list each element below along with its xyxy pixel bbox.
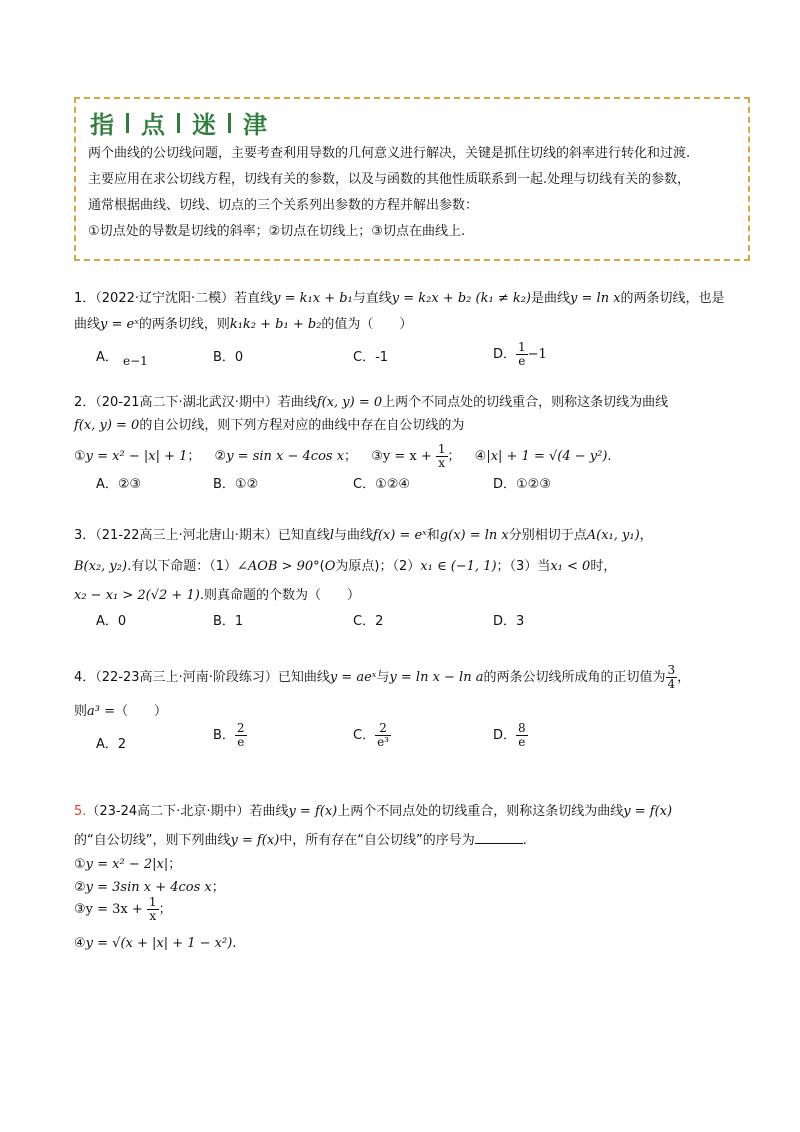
q3-source: （21-22高三上·河北唐山·期末）已知直线 [95,528,330,543]
option-label: A． [96,350,118,365]
separator: . [607,449,612,464]
tips-line: ①切点处的导数是切线的斜率；②切点在切线上；③切点在曲线上. [88,224,466,239]
q3-text: 分别相切于点 [508,528,587,543]
q2-text: 的自公切线，则下列方程对应的曲线中存在自公切线的为 [139,418,465,433]
q4-line1 [74,664,690,691]
item-marker: ③ [371,449,383,464]
fraction [375,722,391,749]
tips-line: 通常根据曲线、切线、切点的三个关系列出参数的方程并解出参数： [88,198,479,213]
q5-source: （23-24高二下·北京·期中）若曲线 [86,804,289,819]
q5-text: . [522,833,527,848]
q3-text: .有以下命题：（1） [127,559,237,574]
q4-line2 [74,700,167,719]
option-d-tail: −1 [527,347,547,362]
q5-number: 5. [74,804,87,819]
numerator: 1 [437,442,446,456]
separator: ； [158,902,172,917]
q1-text: 曲线 [74,317,101,332]
q3-text: ( [319,559,325,574]
q4-text: ， [677,670,691,685]
q1-option-c[interactable]: C．-1 [353,350,389,365]
separator: ； [187,449,201,464]
q5-text: 的“自公切线”，则下列曲线 [74,833,231,848]
q1-text: 的值为（ ） [321,317,413,332]
tips-box [74,97,750,261]
q2-source: （20-21高二下·湖北武汉·期中）若曲线 [95,395,317,410]
q3-text: 和 [426,528,440,543]
item-marker: ④ [474,449,487,464]
q4-option-b[interactable] [213,722,247,749]
q4-option-c[interactable] [353,722,391,749]
denominator: x [438,456,446,470]
q5-curve-eq: y = f(x) [623,804,673,819]
answer-blank[interactable] [475,831,523,844]
q2-line2 [74,414,464,433]
title-separator [126,113,129,133]
q3-prop-2: x₁ ∈ (−1, 1) [420,559,497,574]
q3-point-b: B(x₂, y₂) [74,559,128,574]
q1-number: 1． [74,291,96,306]
q1-option-d[interactable] [493,341,547,368]
q3-point-a: A(x₁, y₁) [586,528,640,543]
q4-option-a[interactable]: A．2 [96,737,127,752]
q2-equations [74,443,612,470]
q3-text: 为原点)；（2） [335,559,421,574]
q2-option-b[interactable]: B．①② [213,477,259,492]
q2-eq-4: |x| + 1 = √(4 − y²) [486,449,608,464]
q1-option-a-value: e−1 [123,354,148,368]
q1-expression: k₁k₂ + b₁ + b₂ [229,317,322,332]
denominator: e [518,735,526,749]
q2-curve-eq: f(x, y) = 0 [74,418,140,433]
q4-text: （ ） [115,704,168,719]
q5-eq-1: y = x² − 2|x| [85,857,169,872]
q5-eq-4: y = √(x + |x| + 1 − x²) [85,936,233,951]
fraction [235,722,247,749]
q4-number: 4． [74,670,96,685]
q3-prop-3: x₁ < 0 [550,559,591,574]
q4-source: （22-23高三上·河南·阶段练习）已知曲线 [95,670,330,685]
item-marker: ① [74,857,86,872]
q4-text: 的两条公切线所成角的正切值为 [483,670,666,685]
option-label: C． [353,728,376,743]
tips-body [88,141,748,245]
item-marker: ③ [74,902,86,917]
q1-source: （2022·辽宁沈阳·二模）若直线 [95,291,274,306]
q4-curve-2: y = ln x − ln a [389,670,484,685]
q2-option-c[interactable]: C．①②④ [353,477,411,492]
q5-text: 中，所有存在“自公切线”的序号为 [279,833,475,848]
q1-line2-eq: y = k₂x + b₂ (k₁ ≠ k₂) [391,291,532,306]
q3-line2 [74,555,616,574]
item-marker: ④ [74,936,86,951]
q2-eq-1: y = x² − |x| + 1 [85,449,188,464]
q3-text: ， [639,528,653,543]
q1-line1-eq: y = k₁x + b₁ [273,291,353,306]
q2-option-d[interactable]: D．①②③ [493,477,551,492]
denominator: e³ [377,735,389,749]
option-label: D． [493,347,517,362]
q4-option-d[interactable] [493,722,528,749]
q3-line1 [74,524,653,543]
q5-curve-eq: y = f(x) [230,833,280,848]
q3-line3 [74,584,360,603]
q3-text: ；（3）当 [496,559,551,574]
fraction [147,896,159,923]
fraction [516,341,528,368]
numerator: 2 [375,722,391,736]
q1-curve-ln: y = ln x [570,291,621,306]
tips-title-char: 迷 [192,111,216,139]
q3-line-l: l [329,528,334,543]
q3-option-b[interactable]: B．1 [213,614,244,629]
numerator: 3 [667,663,676,677]
denominator: 4 [667,677,676,691]
q1-line2 [74,313,412,332]
q5-item-1 [74,853,181,872]
separator: ； [168,857,182,872]
tips-title [90,105,267,140]
item-marker: ① [74,449,86,464]
q3-origin: O [324,559,336,574]
title-separator [177,113,180,133]
q3-number: 3． [74,528,96,543]
q1-text: 是曲线 [531,291,571,306]
q5-curve-eq: y = f(x) [288,804,338,819]
fraction [516,722,528,749]
separator: . [232,936,237,951]
numerator: 2 [236,721,245,735]
q3-option-a[interactable]: A．0 [96,614,127,629]
q3-text: 与曲线 [334,528,374,543]
option-label: D． [493,728,517,743]
q2-option-a[interactable]: A．②③ [96,477,142,492]
numerator: 1 [148,895,157,909]
q5-line2 [74,829,527,848]
q1-option-b[interactable]: B．0 [213,350,244,365]
q1-line1 [74,287,725,306]
q3-text: .则真命题的个数为（ ） [199,588,360,603]
q5-eq-2: y = 3sin x + 4cos x [85,880,212,895]
q1-curve-exp: y = eˣ [100,317,139,332]
q4-text: 与 [376,670,390,685]
q2-text: 上两个不同点处的切线重合，则称这条切线为曲线 [382,395,669,410]
q3-prop-1: ∠AOB > 90° [236,559,320,574]
separator: ； [344,449,358,464]
tips-line: 主要应用在求公切线方程，切线有关的参数，以及与函数的其他性质联系到一起.处理与切线有关的参数， [88,172,691,187]
separator: ； [447,449,461,464]
q1-text: 与直线 [352,291,392,306]
q2-eq-3: y = x + [382,449,436,464]
tips-title-char: 津 [243,111,267,139]
q4-curve-1: y = aeˣ [329,670,377,685]
denominator: e [518,354,526,368]
q2-eq-2: y = sin x − 4cos x [226,449,345,464]
q2-curve-eq: f(x, y) = 0 [316,395,383,410]
q2-line1 [74,391,668,410]
q5-eq-3: y = 3x + [85,902,147,917]
q1-text: 的两条切线，则 [138,317,230,332]
item-marker: ② [74,880,86,895]
q3-text: 时， [590,559,617,574]
denominator: x [149,909,157,923]
q3-option-d[interactable]: D．3 [493,614,525,629]
fraction [436,443,448,470]
q3-f-eq: f(x) = eˣ [373,528,427,543]
tips-title-char: 点 [141,111,165,139]
numerator: 1 [518,340,526,354]
q5-item-3 [74,896,172,923]
denominator: e [237,735,245,749]
q4-text: 则 [74,704,88,719]
q5-item-2 [74,876,225,895]
q3-option-c[interactable]: C．2 [353,614,384,629]
q5-item-4 [74,936,236,951]
item-marker: ② [214,449,227,464]
tips-title-char: 指 [90,111,114,139]
option-label: B． [213,728,235,743]
q2-number: 2． [74,395,96,410]
q4-a-cubed: a³ = [87,704,116,719]
title-separator [228,113,231,133]
q3-g-eq: g(x) = ln x [439,528,509,543]
tips-line: 两个曲线的公切线问题，主要考查利用导数的几何意义进行解决，关键是抓住切线的斜率进行转化和过渡. [88,146,691,161]
fraction [666,664,678,691]
q5-line1 [74,800,672,819]
q1-option-a[interactable] [96,346,118,365]
numerator: 8 [518,721,526,735]
q3-inequality: x₂ − x₁ > 2(√2 + 1) [74,588,200,603]
q1-text: 的两条切线，也是 [620,291,725,306]
q5-text: 上两个不同点处的切线重合，则称这条切线为曲线 [337,804,624,819]
separator: ； [211,880,225,895]
